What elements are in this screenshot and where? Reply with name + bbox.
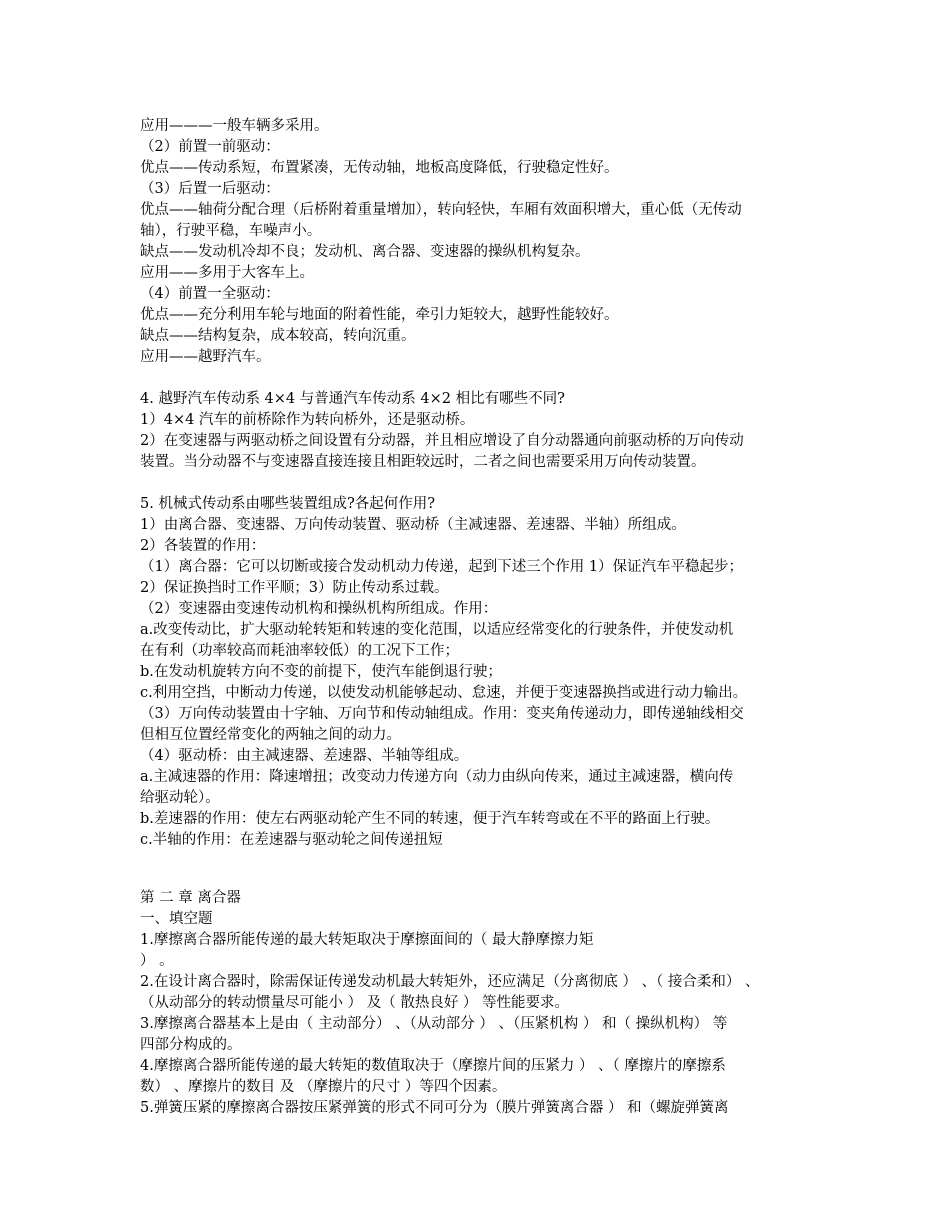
section-heading: （4）前置一全驱动： xyxy=(140,286,280,302)
text-line: 2）保证换挡时工作平顺；3）防止传动系过载。 xyxy=(140,580,449,596)
section-heading: （3）后置一后驱动： xyxy=(140,181,280,197)
text-line: （4）驱动桥：由主减速器、差速器、半轴等组成。 xyxy=(140,748,469,764)
text-line: 装置。当分动器不与变速器直接连接且相距较远时，二者之间也需要采用万向传动装置。 xyxy=(140,454,706,470)
text-line: 数） 、摩擦片的数目 及 （摩擦片的尺寸 ）等四个因素。 xyxy=(140,1079,507,1095)
text-line: 优点——充分利用车轮与地面的附着性能，牵引力矩较大，越野性能较好。 xyxy=(140,307,619,323)
text-line: a.改变传动比，扩大驱动轮转矩和转速的变化范围，以适应经常变化的行驶条件，并使发动机 xyxy=(140,622,734,638)
text-line: 4.摩擦离合器所能传递的最大转矩的数值取决于（摩擦片间的压紧力 ） 、（ 摩擦片的摩擦系 xyxy=(140,1058,726,1074)
section-heading: （2）前置一前驱动： xyxy=(140,139,280,155)
text-line: 优点——传动系短，布置紧凑，无传动轴，地板高度降低，行驶稳定性好。 xyxy=(140,160,619,176)
text-line: 应用———一般车辆多采用。 xyxy=(140,118,329,134)
text-line: 2.在设计离合器时，除需保证传递发动机最大转矩外，还应满足（分离彻底 ） 、（ 接合柔和） 、 xyxy=(140,974,760,990)
text-line: （1）离合器：它可以切断或接合发动机动力传递，起到下述三个作用 1）保证汽车平稳起步； xyxy=(140,559,744,575)
question-heading: 5. 机械式传动系由哪些装置组成?各起何作用? xyxy=(140,496,435,512)
text-line: c.利用空挡，中断动力传递，以使发动机能够起动、怠速，并便于变速器换挡或进行动力输出。 xyxy=(140,685,748,701)
text-line: 四部分构成的。 xyxy=(140,1037,242,1053)
question-heading: 4. 越野汽车传动系 4×4 与普通汽车传动系 4×2 相比有哪些不同? xyxy=(140,391,565,407)
text-line: 3.摩擦离合器基本上是由（ 主动部分） 、（从动部分 ） 、（压紧机构 ） 和（ 操纵机构） 等 xyxy=(140,1016,728,1032)
text-line: b.在发动机旋转方向不变的前提下，使汽车能倒退行驶； xyxy=(140,664,502,680)
text-line: 但相互位置经常变化的两轴之间的动力。 xyxy=(140,727,401,743)
text-line: 优点——轴荷分配合理（后桥附着重量增加），转向轻快，车厢有效面积增大，重心低（无传动 xyxy=(140,202,742,218)
text-line: a.主减速器的作用：降速增扭；改变动力传递方向（动力由纵向传来，通过主减速器，横向传 xyxy=(140,769,734,785)
text-line: （3）万向传动装置由十字轴、万向节和传动轴组成。作用：变夹角传递动力，即传递轴线相交 xyxy=(140,706,744,722)
text-line: c.半轴的作用：在差速器与驱动轮之间传递扭短 xyxy=(140,832,443,848)
text-line: 给驱动轮）。 xyxy=(140,790,220,806)
text-line: 2）在变速器与两驱动桥之间设置有分动器，并且相应增设了自分动器通向前驱动桥的万向传动 xyxy=(140,433,744,449)
text-line: b.差速器的作用：使左右两驱动轮产生不同的转速，便于汽车转弯或在不平的路面上行驶。 xyxy=(140,811,720,827)
text-line: 轴），行驶平稳，车噪声小。 xyxy=(140,223,322,239)
text-line: 2）各装置的作用： xyxy=(140,538,266,554)
text-line: 1）4×4 汽车的前桥除作为转向桥外，还是驱动桥。 xyxy=(140,412,475,428)
text-line: （2）变速器由变速传动机构和操纵机构所组成。作用： xyxy=(140,601,498,617)
text-line: 1）由离合器、变速器、万向传动装置、驱动桥（主减速器、差速器、半轴）所组成。 xyxy=(140,517,686,533)
text-line: 5.弹簧压紧的摩擦离合器按压紧弹簧的形式不同可分为（膜片弹簧离合器 ） 和（螺旋弹簧离 xyxy=(140,1100,729,1116)
text-line: 应用——越野汽车。 xyxy=(140,349,271,365)
text-line: 缺点——发动机冷却不良；发动机、离合器、变速器的操纵机构复杂。 xyxy=(140,244,590,260)
text-line: 1.摩擦离合器所能传递的最大转矩取决于摩擦面间的（ 最大静摩擦力矩 xyxy=(140,932,594,948)
text-line: 在有利（功率较高而耗油率较低）的工况下工作； xyxy=(140,643,459,659)
section-heading: 一、填空题 xyxy=(140,911,213,927)
text-line: ） 。 xyxy=(140,953,174,969)
chapter-title: 第 二 章 离合器 xyxy=(140,890,241,906)
text-line: 缺点——结构复杂，成本较高，转向沉重。 xyxy=(140,328,416,344)
text-line: 应用——多用于大客车上。 xyxy=(140,265,314,281)
text-line: （从动部分的转动惯量尽可能小 ） 及（ 散热良好 ） 等性能要求。 xyxy=(140,995,570,1011)
